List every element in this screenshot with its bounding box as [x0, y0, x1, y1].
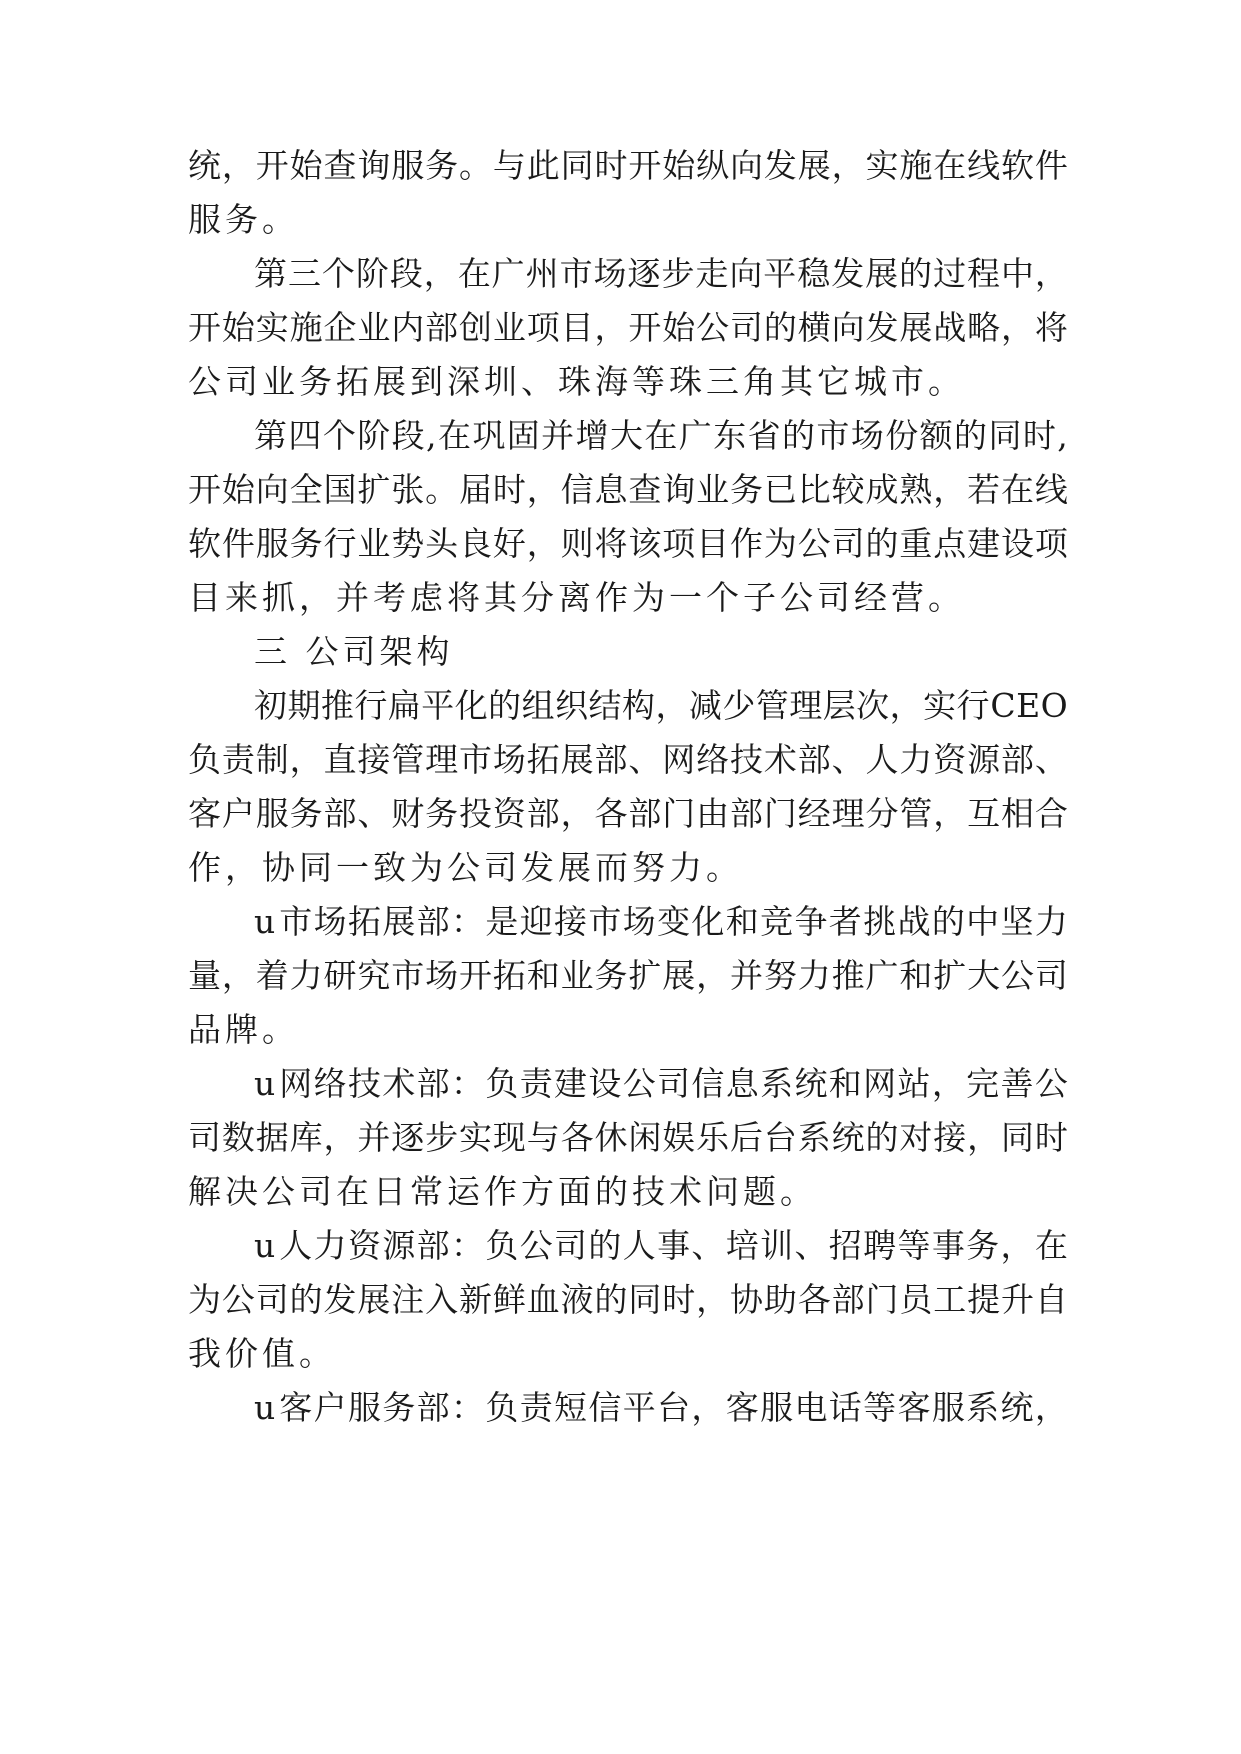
- bullet-line: u 市 场 拓 展 部 ： 是 迎 接 市 场 变 化 和 竞 争 者 挑 战 的 中 坚 力: [254, 902, 1068, 941]
- paragraph-line: 服务。: [188, 200, 299, 239]
- paragraph-line: 量 ， 着 力 研 究 市 场 开 拓 和 业 务 扩 展 ， 并 努 力 推 广 和 扩 大 公 司: [188, 956, 1068, 995]
- paragraph-line: 司 数 据 库 ， 并 逐 步 实 现 与 各 休 闲 娱 乐 后 台 系 统 的 对 接 ， 同 时: [188, 1118, 1068, 1157]
- paragraph-line: 品牌。: [188, 1010, 299, 1049]
- paragraph-line: 开 始 实 施 企 业 内 部 创 业 项 目 ， 开 始 公 司 的 横 向 发 展 战 略 ， 将: [188, 308, 1068, 347]
- paragraph-line: 为 公 司 的 发 展 注 入 新 鲜 血 液 的 同 时 ， 协 助 各 部 门 员 工 提 升 自: [188, 1280, 1068, 1319]
- paragraph-line: 开 始 向 全 国 扩 张 。 届 时 ， 信 息 查 询 业 务 已 比 较 成 熟 ， 若 在 线: [188, 470, 1068, 509]
- paragraph-line: 软 件 服 务 行 业 势 头 良 好 ， 则 将 该 项 目 作 为 公 司 的 重 点 建 设 项: [188, 524, 1068, 563]
- paragraph-line: 初 期 推 行 扁 平 化 的 组 织 结 构 ， 减 少 管 理 层 次 ， 实 行 C E O: [254, 686, 1068, 725]
- paragraph-line: 客 户 服 务 部 、 财 务 投 资 部 ， 各 部 门 由 部 门 经 理 分 管 ， 互 相 合: [188, 794, 1068, 833]
- bullet-line: u 客 户 服 务 部 ： 负 责 短 信 平 台 ， 客 服 电 话 等 客 服 系 统 ，: [254, 1388, 1068, 1427]
- paragraph-line: 第 三 个 阶 段 ， 在 广 州 市 场 逐 步 走 向 平 稳 发 展 的 过 程 中 ，: [254, 254, 1068, 293]
- paragraph-line: 我价值。: [188, 1334, 336, 1373]
- bullet-line: u 网 络 技 术 部 ： 负 责 建 设 公 司 信 息 系 统 和 网 站 ， 完 善 公: [254, 1064, 1068, 1103]
- paragraph-line: 公司业务拓展到深圳、珠海等珠三角其它城市。: [188, 362, 965, 401]
- paragraph-line: 作，协同一致为公司发展而努力。: [188, 848, 743, 887]
- section-heading: 三 公司架构: [254, 632, 454, 671]
- paragraph-line: 解决公司在日常运作方面的技术问题。: [188, 1172, 817, 1211]
- paragraph-line: 统 ， 开 始 查 询 服 务 。 与 此 同 时 开 始 纵 向 发 展 ， 实 施 在 线 软 件: [188, 146, 1068, 185]
- paragraph-line: 第 四 个 阶 段 , 在 巩 固 并 增 大 在 广 东 省 的 市 场 份 额 的 同 时 ,: [254, 416, 1068, 455]
- bullet-line: u 人 力 资 源 部 ： 负 公 司 的 人 事 、 培 训 、 招 聘 等 事 务 ， 在: [254, 1226, 1068, 1265]
- paragraph-line: 目来抓，并考虑将其分离作为一个子公司经营。: [188, 578, 965, 617]
- paragraph-line: 负 责 制 ， 直 接 管 理 市 场 拓 展 部 、 网 络 技 术 部 、 人 力 资 源 部 、: [188, 740, 1068, 779]
